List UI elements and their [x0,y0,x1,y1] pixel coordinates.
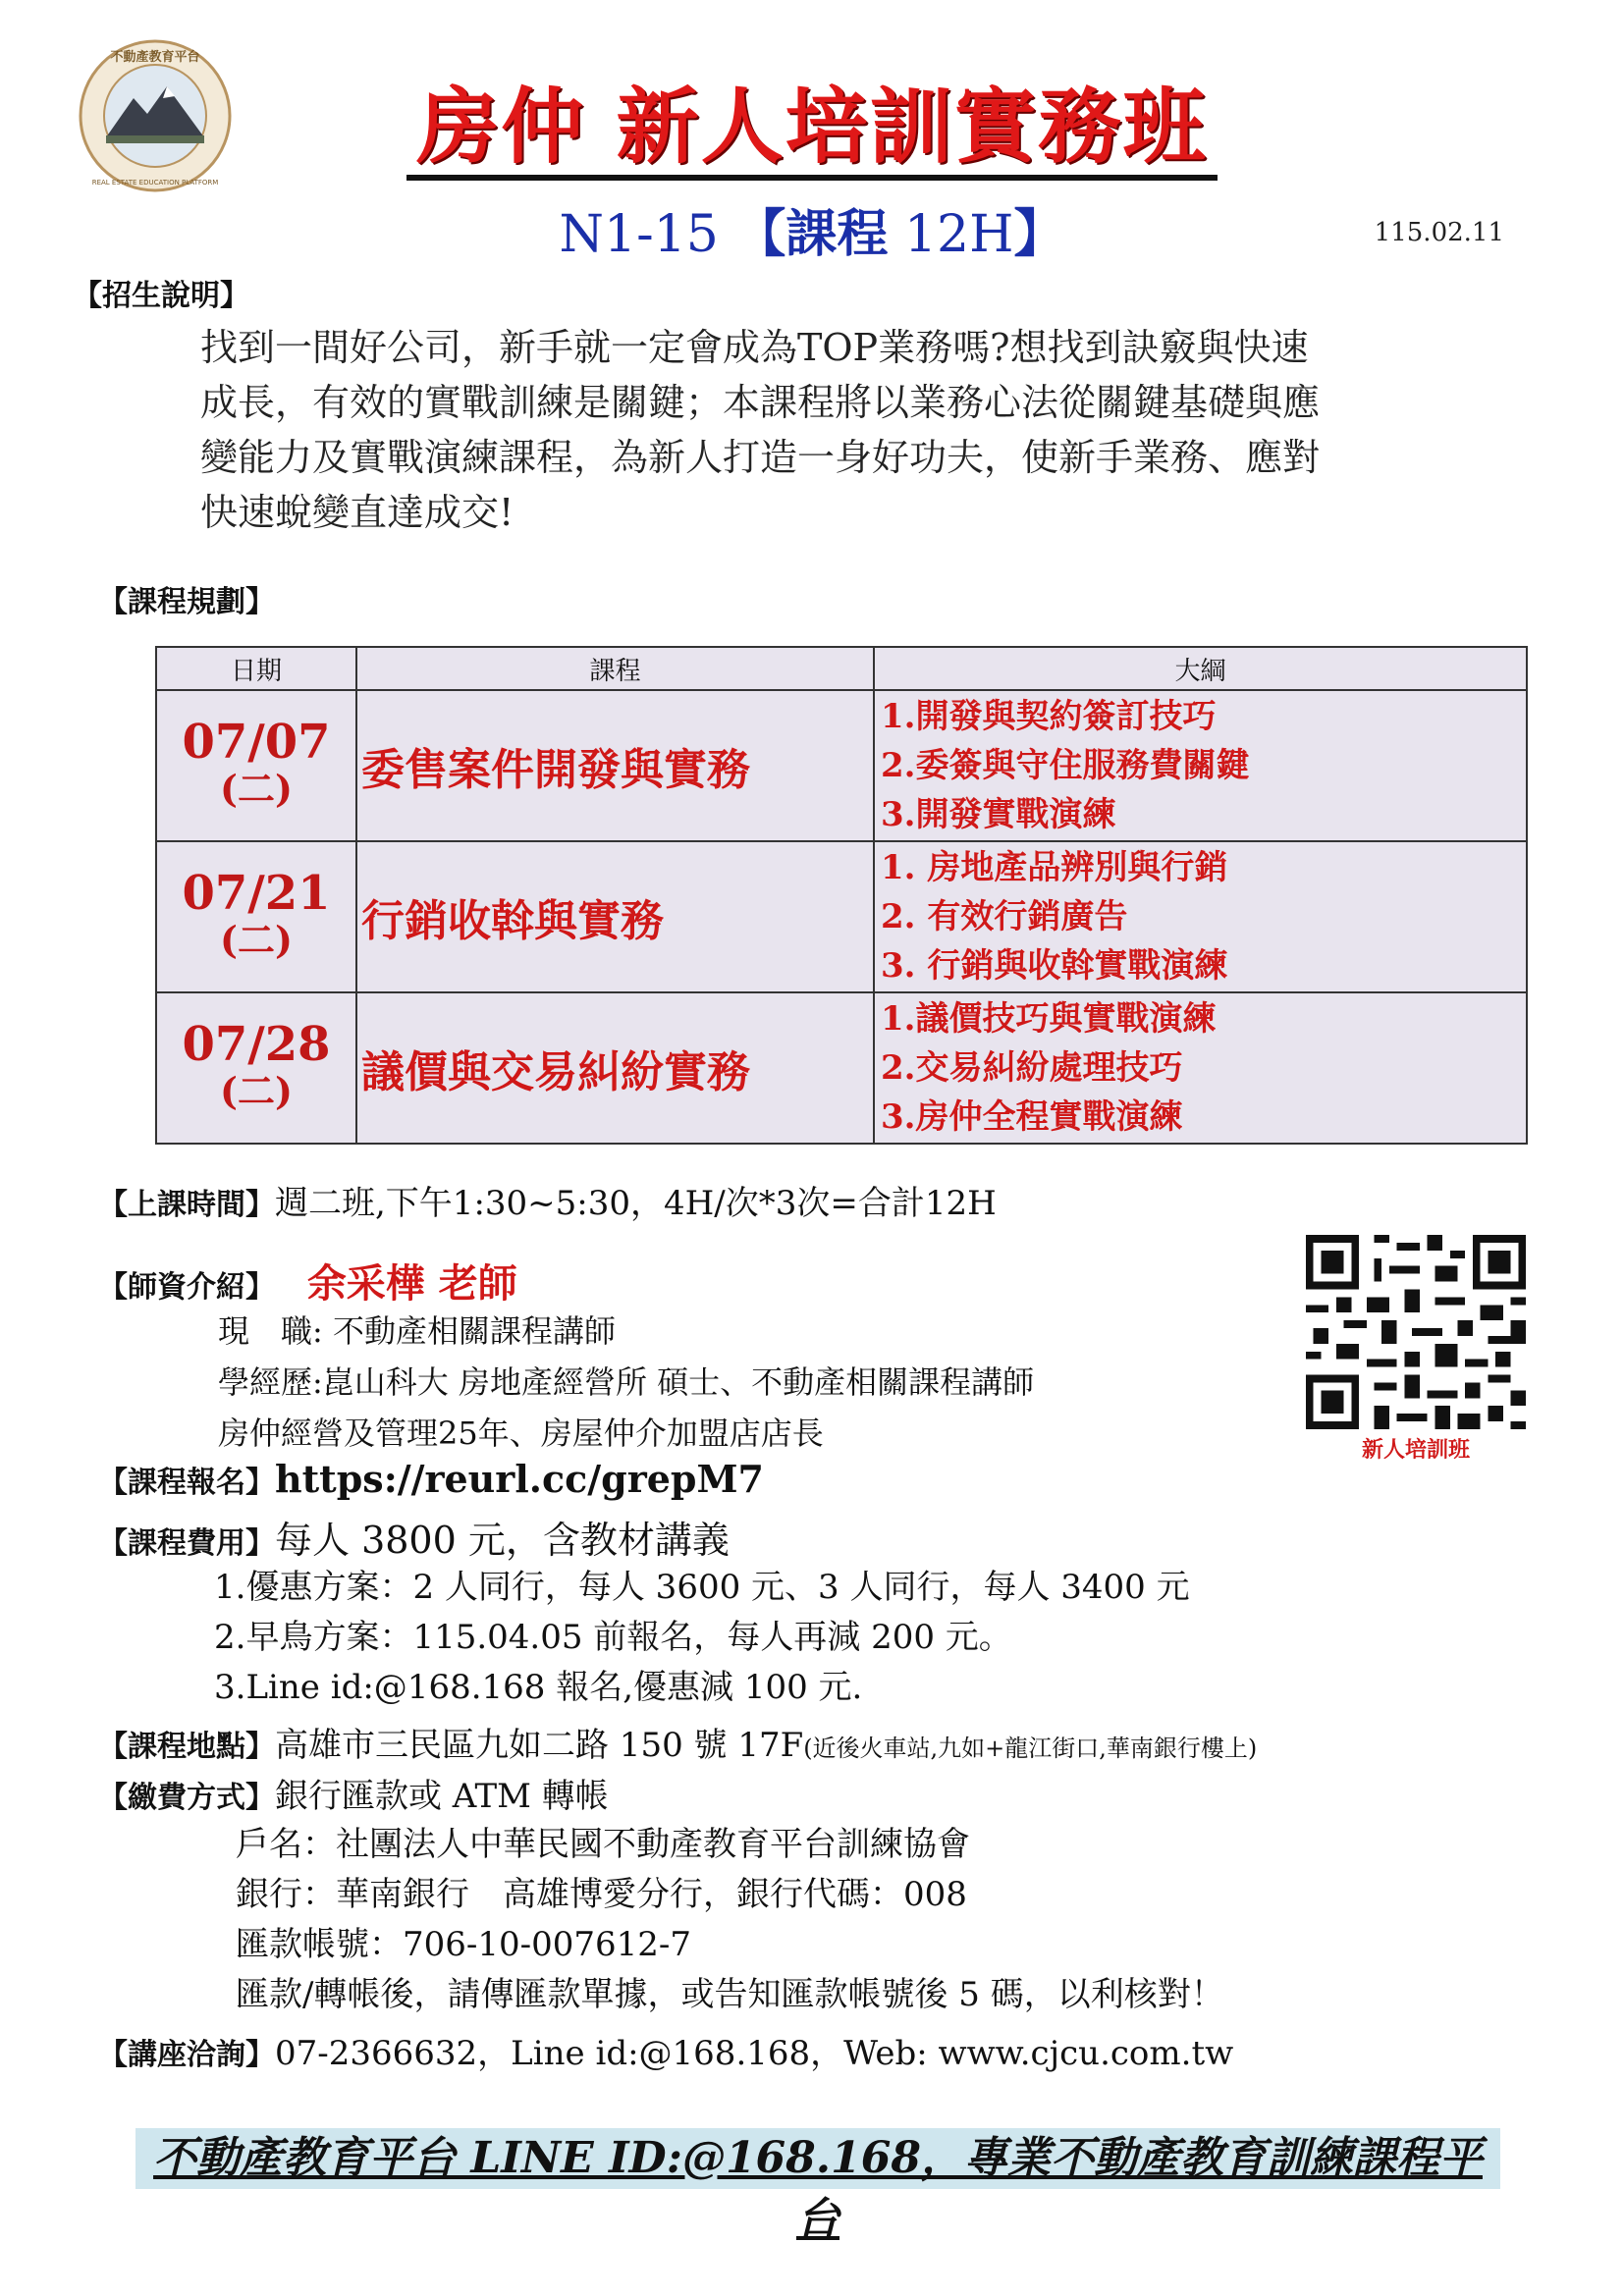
course-code: N1-15 【課程 12H】 [559,205,1065,264]
payment [98,1769,609,1817]
intro-text: 找到一間好公司，新手就一定會成為TOP業務嗎?想找到訣竅與快速 成長，有效的實戰訓練是關鍵；本課程將以業務心法從關鍵基礎與應 變能力及實戰演練課程，為新人打造一身好功夫，使新手業務、應對 快速蛻變直達成交! [200,326,1321,534]
schedule-header: 【上課時間】 [98,1188,275,1222]
payment-details: 戶名：社團法人中華民國不動產教育平台訓練協會 銀行：華南銀行 高雄博愛分行，銀行代碼：008 匯款帳號：706-10-007612-7 匯款/轉帳後，請傳匯款單據，或告知匯款帳號後 5 碼，以利核對！ [236,1825,1224,2014]
session-outline: 1. 房地產品辨別與行銷 2. 有效行銷廣告 3. 行銷與收斡實戰演練 [874,841,1527,992]
payment-header: 【繳費方式】 [98,1781,275,1815]
session-course: 議價與交易糾紛實務 [356,992,874,1144]
session-date: 07/28 [182,1017,331,1072]
signup [98,1457,764,1501]
plan-header: 【課程規劃】 [98,585,275,619]
fee-discounts: 1.優惠方案：2 人同行，每人 3600 元、3 人同行，每人 3400 元 2.早鳥方案：115.04.05 前報名，每人再減 200 元。 3.Line id:@168.168 報名,優惠減 100 元. [214,1568,1190,1707]
contact [98,2026,1233,2074]
table-row [156,690,1527,841]
fee-text: 每人 3800 元，含教材講義 [275,1519,730,1562]
session-weekday: (二) [220,918,293,962]
session-date: 07/21 [182,866,331,921]
session-course: 行銷收斡與實務 [356,841,874,992]
column-header-date: 日期 [156,647,356,690]
teacher-name: 余采樺 老師 [306,1261,517,1307]
session-weekday: (二) [220,1069,293,1113]
fee [98,1510,730,1564]
session-outline: 1.開發與契約簽訂技巧 2.委簽與守住服務費關鍵 3.開發實戰演練 [874,690,1527,841]
contact-text: 07-2366632，Line id:@168.168，Web: www.cjcu.com.tw [275,2034,1234,2073]
table-row [156,841,1527,992]
page-title: 房仲 新人培訓實務班 [0,61,1624,180]
session-weekday: (二) [220,767,293,811]
logo-ring-text-en: REAL ESTATE EDUCATION PLATFORM [91,179,219,187]
schedule-text: 週二班,下午1:30~5:30，4H/次*3次=合計12H [275,1184,997,1223]
contact-header: 【講座洽詢】 [98,2038,275,2072]
logo-ring-text: 不動產教育平台 [110,50,200,65]
session-course: 委售案件開發與實務 [356,690,874,841]
teacher [98,1253,517,1308]
qr-code[interactable] [1306,1235,1526,1429]
teacher-header: 【師資介紹】 [98,1270,275,1305]
version-date: 115.02.11 [1374,218,1504,247]
signup-link[interactable]: https://reurl.cc/grepM7 [275,1457,764,1501]
course-table [155,646,1528,1145]
footer-text: 不動產教育平台 LINE ID:@168.168，專業不動產教育訓練課程平台 [153,2133,1483,2244]
session-date: 07/07 [182,715,331,770]
location-header: 【課程地點】 [98,1730,275,1764]
fee-header: 【課程費用】 [98,1526,275,1561]
column-header-outline: 大綱 [874,647,1527,690]
schedule [98,1176,997,1224]
signup-header: 【課程報名】 [98,1466,275,1500]
qr-label: 新人培訓班 [1361,1437,1470,1463]
session-outline: 1.議價技巧與實戰演練 2.交易糾紛處理技巧 3.房仲全程實戰演練 [874,992,1527,1144]
payment-text: 銀行匯款或 ATM 轉帳 [275,1777,609,1816]
teacher-bio: 現 職: 不動產相關課程講師 學經歷:崑山科大 房地產經營所 碩士、不動產相關課程講師 房仲經營及管理25年、房屋仲介加盟店店長 [218,1312,1035,1452]
intro-header: 【招生說明】 [73,279,249,313]
location-note: (近後火車站,九如+龍江街口,華南銀行樓上) [803,1735,1258,1762]
table-row [156,992,1527,1144]
location [98,1718,1257,1766]
column-header-course: 課程 [356,647,874,690]
location-text: 高雄市三民區九如二路 150 號 17F [275,1726,804,1765]
